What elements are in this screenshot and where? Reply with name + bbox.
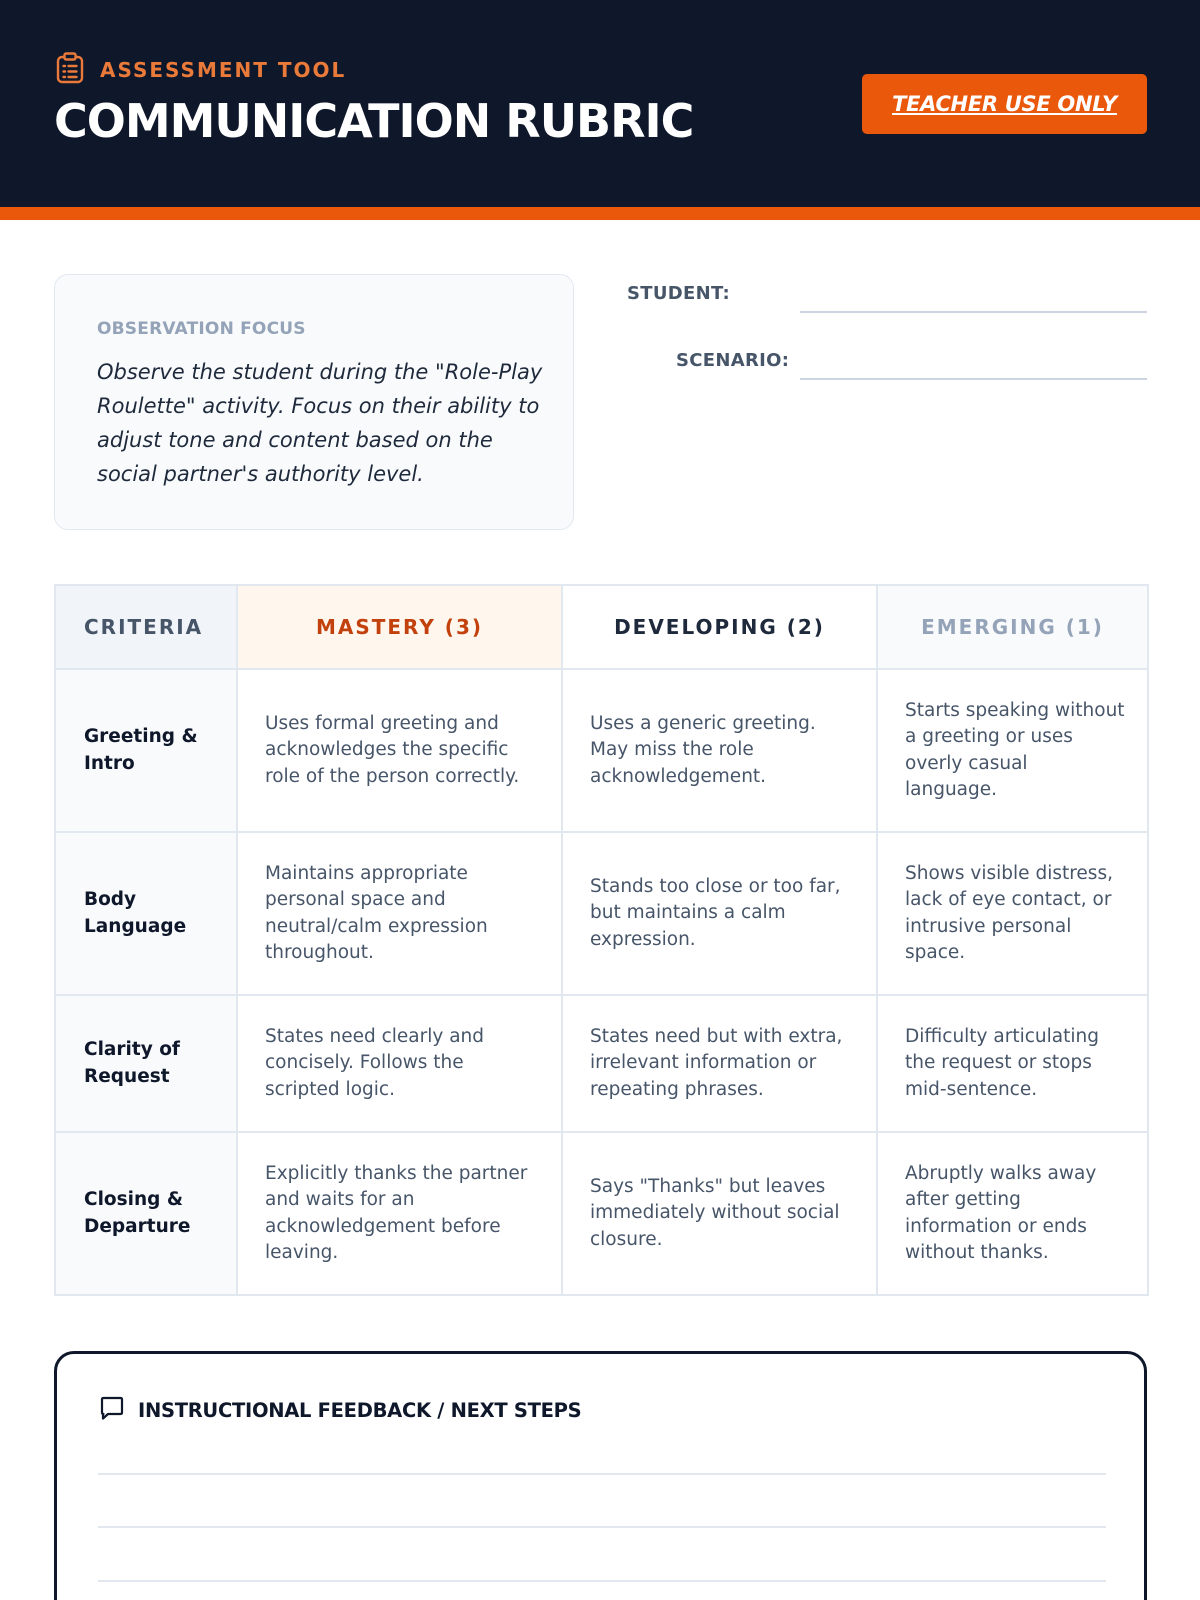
- eyebrow: [56, 53, 346, 87]
- header-accent-stripe: [0, 207, 1200, 220]
- developing-header: DEVELOPING (2): [562, 585, 877, 669]
- criteria-cell: Greeting & Intro: [55, 669, 237, 832]
- feedback-write-line[interactable]: [98, 1526, 1106, 1528]
- observation-focus-label: OBSERVATION FOCUS: [97, 319, 306, 339]
- emerging-cell: Starts speaking without a greeting or uses overly casual language.: [877, 669, 1148, 832]
- criteria-cell: Clarity of Request: [55, 995, 237, 1132]
- page-header: [0, 0, 1200, 207]
- feedback-write-line[interactable]: [98, 1473, 1106, 1475]
- observation-focus-card: [54, 274, 574, 530]
- student-label: STUDENT:: [627, 283, 731, 304]
- scenario-label: SCENARIO:: [676, 350, 790, 371]
- developing-cell: Says "Thanks" but leaves immediately without social closure.: [562, 1132, 877, 1295]
- criteria-cell: Closing & Departure: [55, 1132, 237, 1295]
- page-title: COMMUNICATION RUBRIC: [54, 94, 694, 148]
- developing-cell: States need but with extra, irrelevant information or repeating phrases.: [562, 995, 877, 1132]
- mastery-cell: Maintains appropriate personal space and neutral/calm expression throughout.: [237, 832, 562, 995]
- emerging-cell: Abruptly walks away after getting information or ends without thanks.: [877, 1132, 1148, 1295]
- criteria-cell: Body Language: [55, 832, 237, 995]
- rubric-header-row: [55, 585, 1148, 669]
- speech-bubble-icon: [98, 1394, 126, 1426]
- observation-focus-text: Observe the student during the "Role-Play Roulette" activity. Focus on their ability to adjust tone and content based on the social partner's authority level.: [97, 360, 543, 486]
- table-row: [55, 995, 1148, 1132]
- emerging-header: EMERGING (1): [877, 585, 1148, 669]
- feedback-header: [98, 1394, 581, 1426]
- mastery-cell: Uses formal greeting and acknowledges the specific role of the person correctly.: [237, 669, 562, 832]
- student-field[interactable]: [800, 311, 1147, 313]
- table-row: [55, 832, 1148, 995]
- teacher-use-badge-label: TEACHER USE ONLY: [892, 92, 1117, 116]
- developing-cell: Stands too close or too far, but maintains a calm expression.: [562, 832, 877, 995]
- mastery-header: MASTERY (3): [237, 585, 562, 669]
- scenario-field[interactable]: [800, 378, 1147, 380]
- mastery-cell: States need clearly and concisely. Follows the scripted logic.: [237, 995, 562, 1132]
- mastery-cell: Explicitly thanks the partner and waits for an acknowledgement before leaving.: [237, 1132, 562, 1295]
- rubric-table: [54, 584, 1149, 1296]
- feedback-title: INSTRUCTIONAL FEEDBACK / NEXT STEPS: [138, 1398, 582, 1422]
- feedback-write-line[interactable]: [98, 1580, 1106, 1582]
- eyebrow-label: ASSESSMENT TOOL: [100, 58, 347, 82]
- developing-cell: Uses a generic greeting. May miss the role acknowledgement.: [562, 669, 877, 832]
- table-row: [55, 1132, 1148, 1295]
- clipboard-icon: [56, 52, 84, 88]
- emerging-cell: Shows visible distress, lack of eye contact, or intrusive personal space.: [877, 832, 1148, 995]
- emerging-cell: Difficulty articulating the request or stops mid-sentence.: [877, 995, 1148, 1132]
- criteria-header: CRITERIA: [55, 585, 237, 669]
- table-row: [55, 669, 1148, 832]
- feedback-box[interactable]: [54, 1351, 1147, 1600]
- teacher-use-badge[interactable]: [862, 74, 1147, 134]
